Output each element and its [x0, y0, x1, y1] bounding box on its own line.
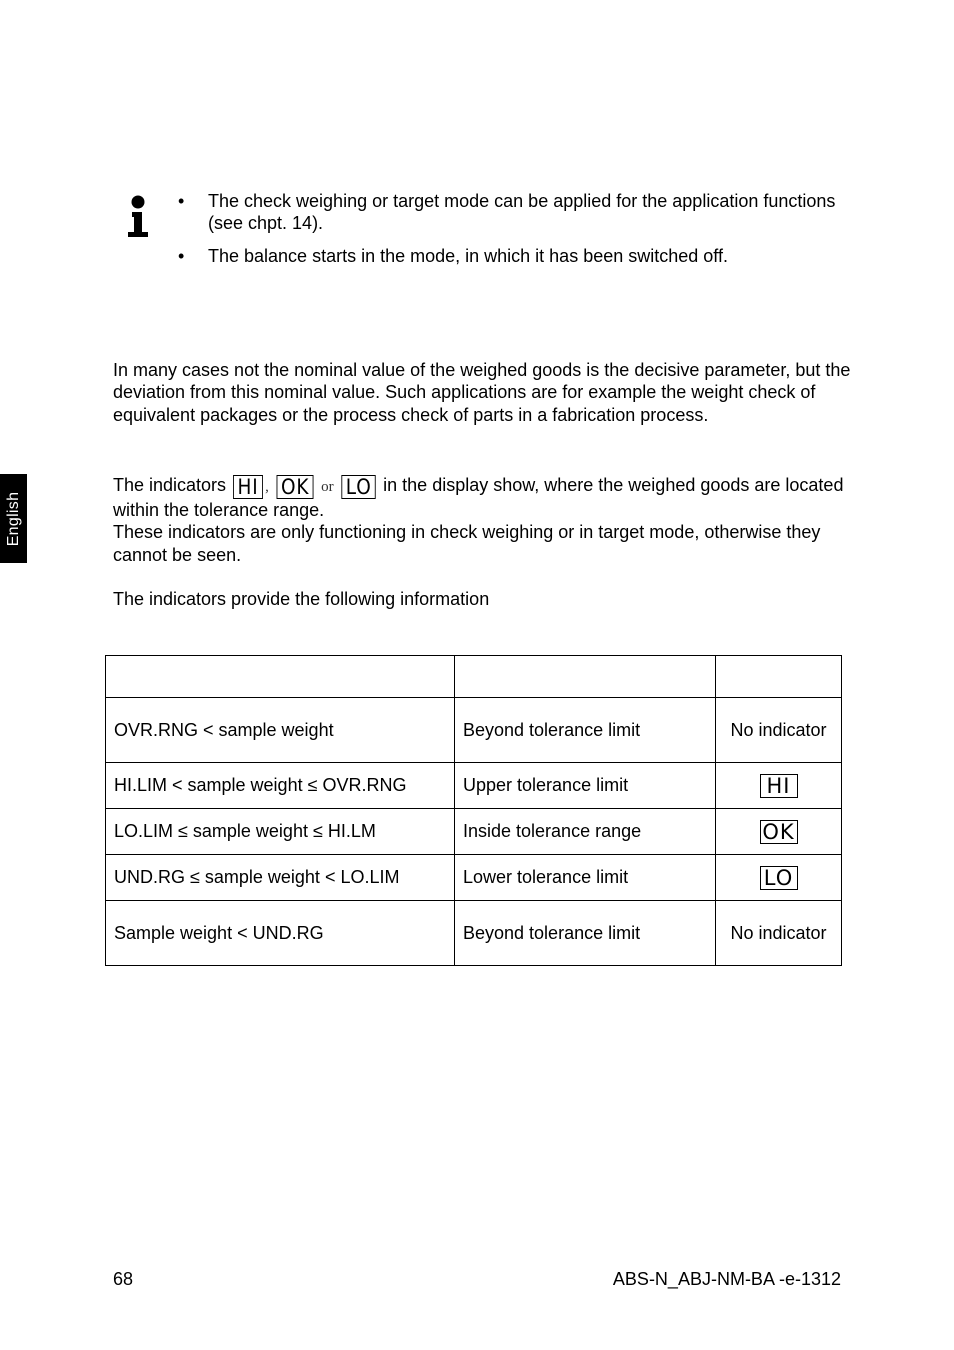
intro-paragraph: In many cases not the nominal value of the weighed goods is the decisive parameter, but the deviation from this nominal value. Such applications are for example the weight check of equivalent packages or the process check of parts in a fabrication process. [113, 360, 851, 425]
table-row [106, 698, 842, 763]
condition-cell: LO.LIM ≤ sample weight ≤ HI.LM [106, 809, 455, 855]
note-item: • The balance starts in the mode, in which it has been switched off. [178, 246, 728, 266]
header-cell [716, 656, 842, 698]
info-icon [124, 195, 152, 239]
indicator-cell: No indicator [716, 698, 842, 763]
ok-indicator: OK [276, 475, 313, 499]
page-number: 68 [113, 1269, 134, 1289]
header-cell [455, 656, 716, 698]
indicators-info-line: The indicators provide the following information [113, 589, 490, 609]
table-row [106, 855, 842, 901]
tolerance-table [105, 655, 842, 966]
hi-indicator: HI [760, 774, 798, 798]
indicators-paragraph: The indicators HI , OK or LO in the display show, where the weighed goods are located within the tolerance range. These indicators are only functioning in check weighing or in target mode, otherwise they cannot be seen. [113, 475, 844, 565]
lo-indicator: LO [760, 866, 798, 890]
condition-cell: HI.LIM < sample weight ≤ OVR.RNG [106, 763, 455, 809]
note-list [176, 190, 836, 278]
ok-indicator: OK [760, 820, 798, 844]
meaning-cell: Beyond tolerance limit [455, 901, 716, 966]
language-tab-label: English [4, 491, 22, 546]
header-cell [106, 656, 455, 698]
table-header-row [106, 656, 842, 698]
hi-indicator: HI [233, 475, 263, 499]
lo-indicator: LO [341, 475, 376, 499]
meaning-cell: Inside tolerance range [455, 809, 716, 855]
indicator-cell [716, 855, 842, 901]
language-tab[interactable] [0, 474, 27, 563]
table-row [106, 901, 842, 966]
indicator-cell: No indicator [716, 901, 842, 966]
indicator-cell [716, 809, 842, 855]
condition-cell: OVR.RNG < sample weight [106, 698, 455, 763]
condition-cell: Sample weight < UND.RG [106, 901, 455, 966]
meaning-cell: Lower tolerance limit [455, 855, 716, 901]
indicator-cell [716, 763, 842, 809]
condition-cell: UND.RG ≤ sample weight < LO.LIM [106, 855, 455, 901]
table-row [106, 763, 842, 809]
table-row [106, 809, 842, 855]
note-item: • The check weighing or target mode can be applied for the application functions (see chpt. 14). [178, 191, 836, 233]
document-id: ABS-N_ABJ-NM-BA -e-1312 [612, 1269, 841, 1289]
meaning-cell: Beyond tolerance limit [455, 698, 716, 763]
meaning-cell: Upper tolerance limit [455, 763, 716, 809]
